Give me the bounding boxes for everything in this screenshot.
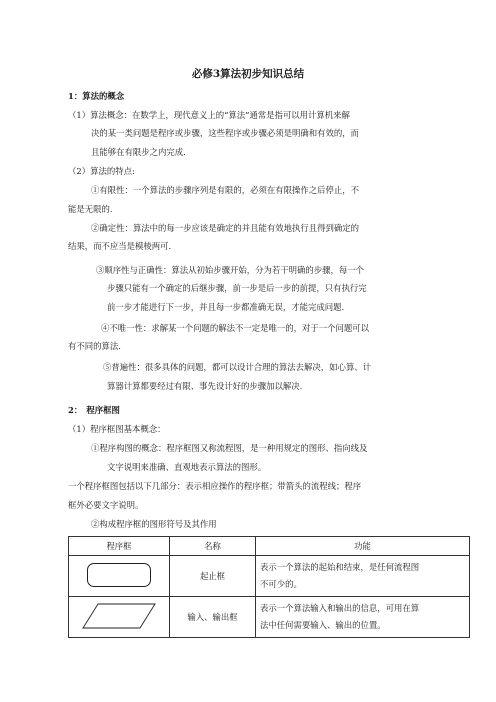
- terminal-name: 起止框: [170, 556, 256, 597]
- feature-2-line-2: 结果，而不应当是模棱两可.: [68, 241, 172, 251]
- flowchart-basics-heading: （1）程序框图基本概念：: [68, 424, 166, 434]
- parallelogram-io-icon: [82, 603, 156, 629]
- concept-line-1: （1）算法概念：在数学上，现代意义上的“算法”通常是指可以用计算机来解: [68, 110, 350, 120]
- flowchart-concept-line-2: 文字说明来准确、直观地表示算法的图形。: [107, 462, 267, 472]
- page-title: 必修3算法初步知识总结: [191, 68, 305, 80]
- concept-line-2: 决的某一类问题是程序或步骤，这些程序或步骤必须是明确和有效的，而: [91, 128, 359, 138]
- flowchart-parts-line-2: 框外必要文字说明。: [68, 500, 144, 510]
- terminal-function: [256, 556, 470, 597]
- header-function: 功能: [256, 537, 470, 556]
- io-function-line-2: 法中任何需要输入、输出的位置。: [260, 620, 386, 630]
- header-symbol: 程序框: [69, 537, 170, 556]
- feature-2-line-1: ②确定性：算法中的每一步应该是确定的并且能有效地执行且得到确定的: [91, 223, 359, 233]
- io-name: 输入、输出框: [170, 597, 256, 638]
- feature-3-line-2: 步骤只能有一个确定的后继步骤，前一步是后一步的前提，只有执行完: [107, 283, 367, 293]
- table-row: [69, 556, 470, 597]
- feature-3-line-3: 前一步才能进行下一步，并且每一步都准确无误，才能完成问题.: [107, 302, 345, 312]
- symbols-caption: ②构成程序框的图形符号及其作用: [91, 519, 217, 529]
- io-symbol-cell: [69, 597, 170, 638]
- table-row: [69, 597, 470, 638]
- rounded-rectangle-terminal-icon: [87, 563, 151, 587]
- table-header-row: [69, 537, 470, 556]
- feature-1-line-2: 能是无限的.: [68, 204, 113, 214]
- feature-4-line-1: ④不唯一性：求解某一个问题的解法不一定是唯一的，对于一个问题可以: [101, 323, 369, 333]
- section-1-heading: 1：算法的概念: [68, 91, 125, 101]
- flowchart-symbols-table: [68, 536, 470, 638]
- feature-4-line-2: 有不同的算法.: [68, 341, 121, 351]
- flowchart-parts-line-1: 一个程序框图包括以下几部分：表示相应操作的程序框；带箭头的流程线；程序: [68, 481, 362, 491]
- terminal-function-line-2: 不可少的。: [260, 579, 302, 589]
- concept-line-3: 且能够在有限步之内完成.: [91, 147, 186, 157]
- io-function-line-1: 表示一个算法输入和输出的信息，可用在算: [260, 603, 420, 613]
- section-2-heading: 2： 程序框图: [68, 405, 120, 415]
- feature-3-line-1: ③顺序性与正确性：算法从初始步骤开始，分为若干明确的步骤，每一个: [96, 265, 364, 275]
- io-function: [256, 597, 470, 638]
- feature-5-line-1: ⑤普遍性：很多具体的问题，都可以设计合理的算法去解决，如心算、计: [103, 362, 371, 372]
- terminal-function-line-1: 表示一个算法的起始和结束，是任何流程图: [260, 562, 420, 572]
- terminal-symbol-cell: [69, 556, 170, 597]
- header-name: 名称: [170, 537, 256, 556]
- features-heading: （2）算法的特点:: [68, 166, 135, 176]
- feature-5-line-2: 算器计算都要经过有限、事先设计好的步骤加以解决.: [107, 381, 303, 391]
- flowchart-concept-line-1: ①程序构图的概念：程序框图又称流程图，是一种用规定的图形、指向线及: [91, 443, 368, 453]
- feature-1-line-1: ①有限性：一个算法的步骤序列是有限的，必须在有限操作之后停止，不: [91, 185, 359, 195]
